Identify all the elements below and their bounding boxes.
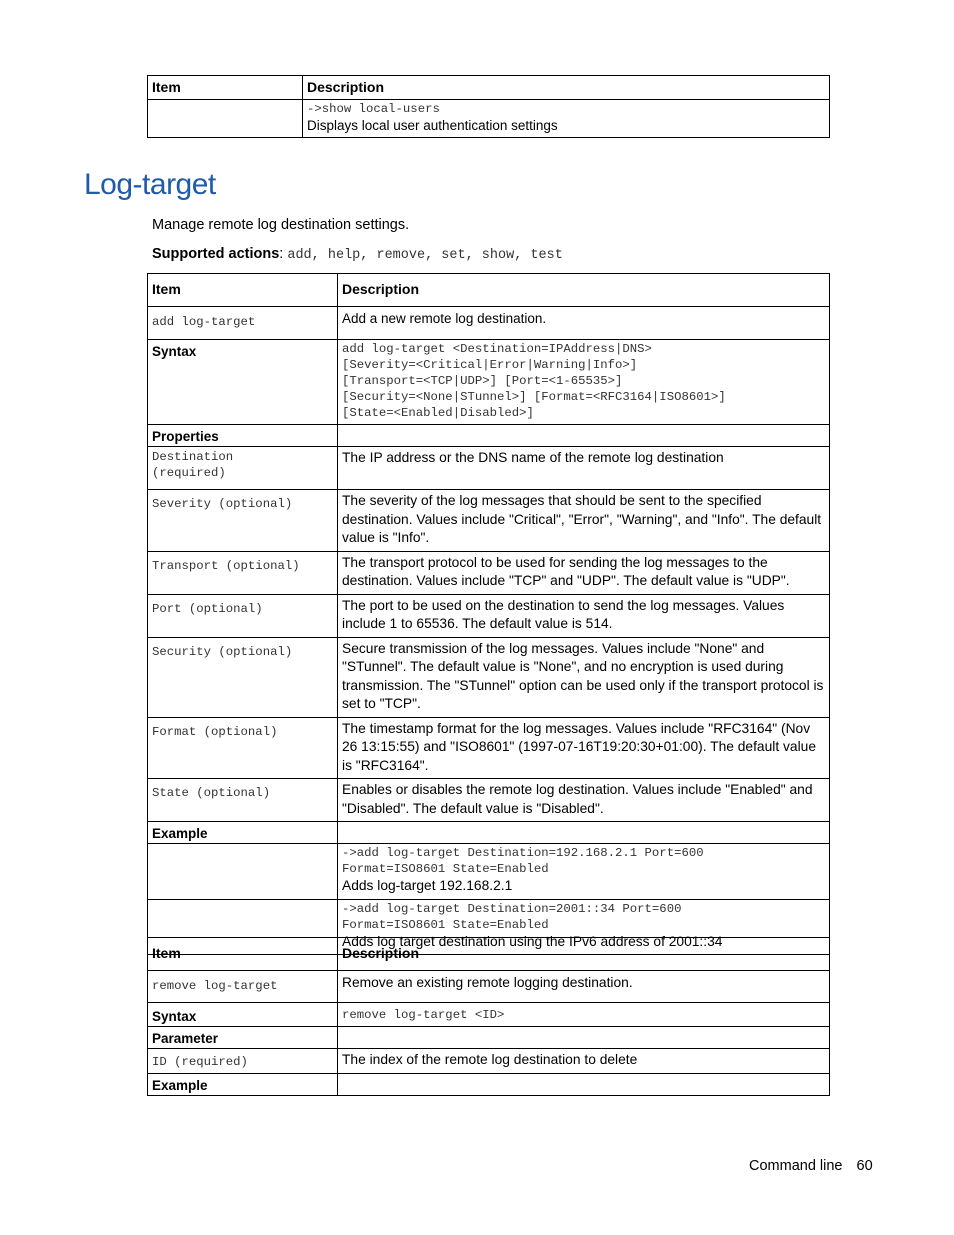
example-description: Adds log-target 192.168.2.1 [342,878,513,893]
syntax-line: [Severity=<Critical|Error|Warning|Info>] [342,358,638,372]
syntax-label-text: Syntax [152,344,197,359]
table-add-log-target [147,273,830,955]
properties-label: Properties [148,425,338,447]
property-name [148,594,338,637]
page-footer [749,1158,873,1174]
property-name [148,551,338,594]
table-row [148,100,830,138]
table-header-row [148,938,830,971]
syntax-cell [338,1003,830,1027]
property-row-format [148,717,830,779]
syntax-label: Syntax [148,1003,338,1027]
example-command: Format=ISO8601 State=Enabled [342,917,549,932]
example-command: Format=ISO8601 State=Enabled [342,862,549,876]
property-name-text: Format (optional) [152,724,278,739]
example-cell [338,844,830,900]
syntax-line: [Security=<None|STunnel>] [Format=<RFC3164|ISO8601>] [342,390,726,404]
example-description: Adds log target destination using the IPv6 address of 2001::34 [342,933,723,949]
example-label: Example [148,1074,338,1096]
property-description: The port to be used on the destination to send the log messages. Values include 1 to 65536. The default value is 514. [338,594,830,637]
command-name: add log-target [152,315,256,329]
empty-cell [338,425,830,447]
parameter-label-row [148,1027,830,1049]
property-row-destination [148,447,830,490]
command-example: ->show local-users [307,102,440,116]
parameter-name-text: ID (required) [152,1055,248,1069]
command-description: Displays local user authentication settings [307,118,558,133]
empty-cell [148,844,338,900]
parameter-description: The index of the remote log destination to delete [338,1049,830,1074]
property-row-state [148,779,830,822]
property-row-port [148,594,830,637]
header-item: Item [148,274,338,307]
empty-cell [338,1074,830,1096]
empty-cell [338,1027,830,1049]
example-command: ->add log-target Destination=2001::34 Port=600 [342,901,682,916]
property-name [148,717,338,779]
property-row-security [148,637,830,717]
property-description: The IP address or the DNS name of the remote log destination [338,447,830,490]
parameter-name [148,1049,338,1074]
supported-actions-list: add, help, remove, set, show, test [287,248,563,263]
syntax-line: remove log-target <ID> [342,1008,505,1022]
table-remove-log-target [147,937,830,1096]
syntax-row [148,1003,830,1027]
property-row-transport [148,551,830,594]
command-description: Add a new remote log destination. [338,307,830,340]
properties-row [148,425,830,447]
header-description: Description [338,938,830,971]
syntax-line: [Transport=<TCP|UDP>] [Port=<1-65535>] [342,374,623,388]
property-name [148,637,338,717]
property-description: The timestamp format for the log messages. Values include "RFC3164" (Nov 26 13:15:55) and "ISO8601" (1997-07-16T19:20:30+01:00). The default value is "RFC3164". [338,717,830,779]
header-description: Description [303,76,830,100]
property-name-text: Severity (optional) [152,497,293,511]
example-row [148,844,830,900]
example-label: Example [148,822,338,844]
command-description: Remove an existing remote logging destination. [338,971,830,1003]
property-description: The transport protocol to be used for sending the log messages to the destination. Values include "TCP" and "UDP". The default value is "UDP". [338,551,830,594]
syntax-line: [State=<Enabled|Disabled>] [342,406,534,420]
table-row [148,307,830,340]
syntax-line: add log-target <Destination=IPAddress|DNS> [342,342,652,356]
table-show-local-users [147,75,830,138]
table-row [148,971,830,1003]
property-row-severity [148,490,830,552]
command-name: remove log-target [152,979,278,993]
property-name [148,447,338,490]
page-number: 60 [856,1158,873,1174]
property-name-qualifier: (required) [152,466,226,480]
supported-actions [152,246,563,263]
parameter-label: Parameter [148,1027,338,1049]
property-name [148,779,338,822]
description-cell [303,100,830,138]
table-header-row [148,274,830,307]
property-name-text: State (optional) [152,786,271,800]
command-cell [148,971,338,1003]
property-name-text: Destination [152,450,234,464]
property-name-text: Port (optional) [152,601,263,616]
property-name-text: Security (optional) [152,644,293,659]
property-description: Secure transmission of the log messages. Values include "None" and "STunnel". The default value is "None", and no encryption is used during transmission. The "STunnel" option can be used only if the transport protocol is set to "TCP". [338,637,830,717]
example-label-row [148,1074,830,1096]
footer-section: Command line [749,1158,843,1174]
property-description: The severity of the log messages that should be sent to the specified destination. Values include "Critical", "Error", "Warning", and "Info". The default value is "Info". [338,490,830,552]
syntax-cell [338,340,830,425]
parameter-row [148,1049,830,1074]
item-cell [148,100,303,138]
header-description: Description [338,274,830,307]
empty-cell [338,822,830,844]
section-title: Log-target [84,168,216,201]
header-item: Item [148,76,303,100]
section-intro: Manage remote log destination settings. [152,217,410,233]
property-description: Enables or disables the remote log destination. Values include "Enabled" and "Disabled". The default value is "Disabled". [338,779,830,822]
command-cell [148,307,338,340]
example-label-row [148,822,830,844]
header-item: Item [148,938,338,971]
supported-actions-separator: : [279,246,288,262]
syntax-label [148,340,338,425]
supported-actions-label: Supported actions [152,246,280,262]
example-command: ->add log-target Destination=192.168.2.1 Port=600 [342,846,704,860]
property-name [148,490,338,552]
table-header-row [148,76,830,100]
syntax-row [148,340,830,425]
property-name-text: Transport (optional) [152,558,300,573]
